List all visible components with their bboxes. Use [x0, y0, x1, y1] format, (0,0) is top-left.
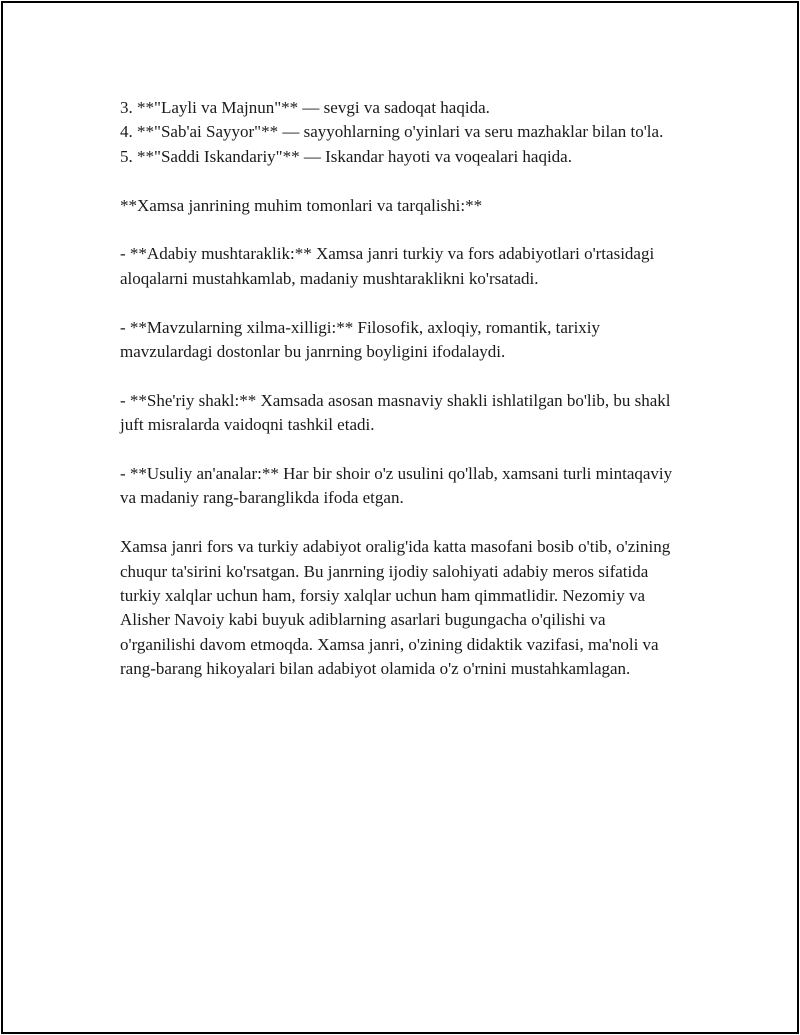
bullet-item: - **Adabiy mushtaraklik:** Xamsa janri turkiy va fors adabiyotlari o'rtasidagi aloqalarni mustahkamlab, madaniy mushtaraklikni ko'rsatadi.	[120, 244, 655, 288]
bullet-item: - **Mavzularning xilma-xilligi:** Filosofik, axloqiy, romantik, tarixiy mavzulardagi dostonlar bu janrning boyligini ifodalaydi.	[120, 317, 601, 362]
bullet-item: - **She'riy shakl:** Xamsada asosan masnaviy shakli ishlatilgan bo'lib, bu shakl juft misralarda vaidoqni tashkil etadi.	[120, 390, 671, 435]
paragraph-gap	[120, 364, 680, 388]
bullet-item: - **Usuliy an'analar:** Har bir shoir o'z usulini qo'llab, xamsani turli mintaqaviy va madaniy rang-baranglikda ifoda etgan.	[120, 464, 673, 508]
paragraph-gap	[120, 511, 680, 535]
list-item: 4. **"Sab'ai Sayyor"** — sayyohlarning o'yinlari va seru mazhaklar bilan to'la.	[120, 122, 664, 142]
paragraph-gap	[120, 291, 680, 315]
document-body	[120, 96, 680, 682]
list-item: 5. **"Saddi Iskandariy"** — Iskandar hayoti va voqealari haqida.	[120, 146, 572, 166]
section-heading: **Xamsa janrining muhim tomonlari va tarqalishi:**	[120, 195, 483, 215]
list-item: 3. **"Layli va Majnun"** — sevgi va sadoqat haqida.	[120, 98, 490, 117]
numbered-list	[120, 96, 680, 169]
paragraph-gap	[120, 169, 680, 193]
document-page	[1, 1, 799, 1034]
paragraph-gap	[120, 438, 680, 462]
paragraph-gap	[120, 218, 680, 242]
conclusion-paragraph: Xamsa janri fors va turkiy adabiyot oralig'ida katta masofani bosib o'tib, o'zining chuqur ta'sirini ko'rsatgan. Bu janrning ijodiy salohiyati adabiy meros sifatida turkiy xalqlar uchun ham, forsiy xalqlar uchun ham qimmatlidir. Nezomiy va Alisher Navoiy kabi buyuk adiblarning asarlari bugungacha o'qilishi va o'rganilishi davom etmoqda. Xamsa janri, o'zining didaktik vazifasi, ma'noli va rang-barang hikoyalari bilan adabiyot olamida o'z o'rnini mustahkamlagan.	[120, 537, 671, 679]
